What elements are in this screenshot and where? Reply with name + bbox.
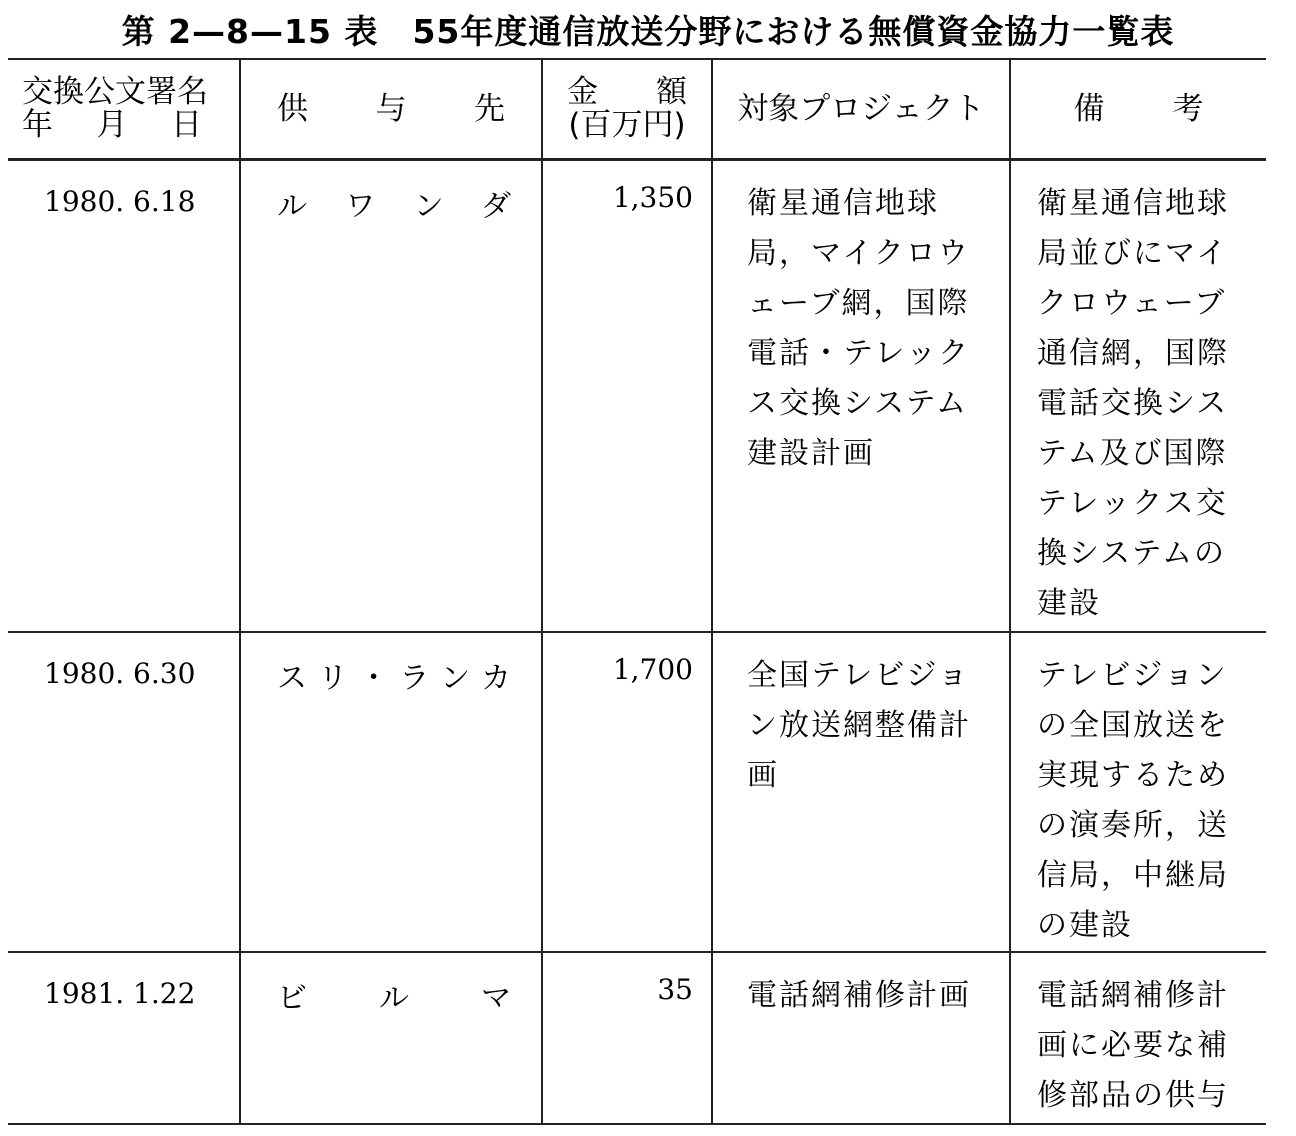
header-amount: 金 額 (百万円)	[542, 59, 712, 160]
header-remarks: 備 考	[1010, 59, 1266, 160]
header-signing-date: 交換公文署名 年 月 日	[8, 59, 240, 160]
header-project: 対象プロジェクト	[712, 59, 1010, 160]
table-row	[8, 632, 1266, 952]
date-cell: 1980. 6.18	[8, 160, 240, 633]
header-recipient: 供 与 先	[240, 59, 542, 160]
recipient-cell: ビルマ	[240, 952, 542, 1124]
project-cell: 全国テレビジョン放送網整備計画	[712, 632, 1010, 952]
table-row	[8, 160, 1266, 633]
grant-aid-table	[8, 58, 1266, 1125]
remarks-cell: テレビジョンの全国放送を実現するための演奏所，送信局，中継局の建設	[1010, 632, 1266, 952]
amount-cell: 1,350	[542, 160, 712, 633]
table-header-row	[8, 59, 1266, 160]
table-caption: 55年度通信放送分野における無償資金協力一覧表	[412, 12, 1175, 51]
table-title	[0, 6, 1296, 53]
date-cell: 1980. 6.30	[8, 632, 240, 952]
remarks-cell: 電話網補修計画に必要な補修部品の供与	[1010, 952, 1266, 1124]
amount-cell: 35	[542, 952, 712, 1124]
remarks-cell: 衛星通信地球局並びにマイクロウェーブ通信網，国際電話交換システム及び国際テレックス交換システムの建設	[1010, 160, 1266, 633]
table-number: 第 2—8—15 表	[121, 12, 379, 51]
recipient-cell: ルワンダ	[240, 160, 542, 633]
table-row	[8, 952, 1266, 1124]
project-cell: 電話網補修計画	[712, 952, 1010, 1124]
date-cell: 1981. 1.22	[8, 952, 240, 1124]
recipient-cell: スリ・ランカ	[240, 632, 542, 952]
project-cell: 衛星通信地球局，マイクロウェーブ網，国際電話・テレックス交換システム建設計画	[712, 160, 1010, 633]
amount-cell: 1,700	[542, 632, 712, 952]
